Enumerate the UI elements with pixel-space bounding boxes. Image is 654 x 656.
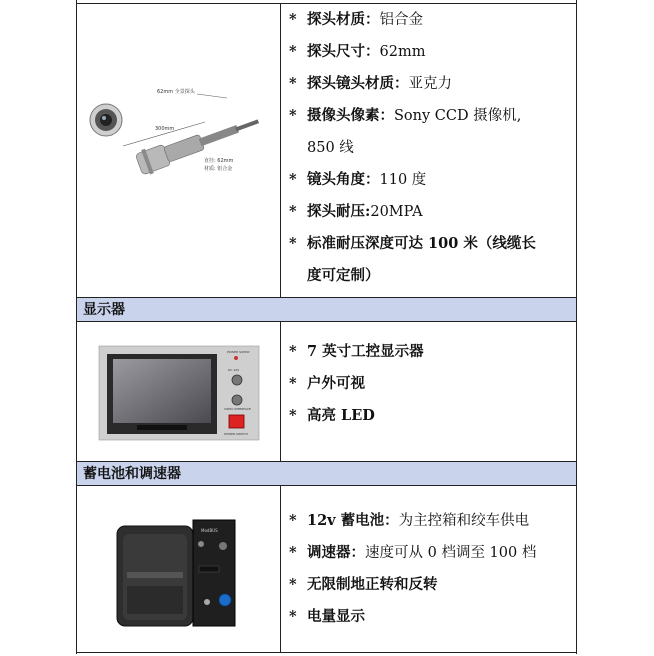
- list-item: * 探头镜头材质：亚克力: [289, 75, 452, 92]
- probe-image-cell: [77, 4, 281, 297]
- probe-spec-2: 材质: 铝合金: [204, 166, 233, 172]
- list-item: * 探头尺寸：62mm: [289, 43, 426, 60]
- section-title: 蓄电池和调速器: [83, 466, 181, 482]
- probe-spec-list: [281, 4, 576, 297]
- probe-row: [77, 3, 576, 297]
- spec-table: [76, 0, 577, 654]
- list-item: * 摄像头像素：Sony CCD 摄像机,: [289, 107, 522, 124]
- probe-dim-label: 300mm: [155, 126, 175, 132]
- battery-row: [77, 485, 576, 653]
- list-item: * 镜头角度：110 度: [289, 171, 427, 188]
- section-header-battery: [77, 461, 576, 485]
- svg-text:POWER SWITCH: POWER SWITCH: [224, 432, 248, 436]
- list-item: * 调速器：速度可从 0 档调至 100 档: [289, 544, 537, 561]
- list-item-continuation: 850 线: [307, 140, 354, 156]
- probe-image: [77, 4, 280, 297]
- list-item: * 探头材质：铝合金: [289, 11, 423, 28]
- list-item: * 探头耐压:20MPA: [289, 203, 423, 220]
- list-item-continuation: 度可定制）: [307, 267, 380, 284]
- list-item: * 高亮 LED: [289, 407, 375, 424]
- list-item: * 户外可视: [289, 375, 365, 392]
- display-row: [77, 321, 576, 462]
- probe-caption: 62mm 全景探头: [157, 89, 195, 95]
- display-image: [77, 322, 280, 462]
- battery-image: [77, 486, 280, 652]
- list-item: * 标准耐压深度可达 100 米（线缆长: [289, 235, 536, 252]
- list-item: * 12v 蓄电池：为主控箱和绞车供电: [289, 512, 530, 529]
- battery-spec-list: [281, 486, 576, 652]
- battery-image-cell: [77, 486, 281, 652]
- display-spec-list: [281, 322, 576, 462]
- svg-text:ModBUS: ModBUS: [201, 528, 218, 533]
- list-item: * 7 英寸工控显示器: [289, 343, 424, 360]
- svg-text:POWER SUPPLY: POWER SUPPLY: [227, 350, 250, 354]
- list-item: * 无限制地正转和反转: [289, 576, 438, 593]
- svg-text:DC 12V: DC 12V: [228, 368, 240, 372]
- section-header-display: [77, 297, 576, 321]
- list-item: * 电量显示: [289, 608, 365, 625]
- section-title: 显示器: [83, 302, 125, 318]
- display-image-cell: [77, 322, 281, 462]
- probe-spec-1: 直径: 62mm: [204, 158, 234, 164]
- svg-text:VIDEO INTERFACE: VIDEO INTERFACE: [224, 407, 251, 411]
